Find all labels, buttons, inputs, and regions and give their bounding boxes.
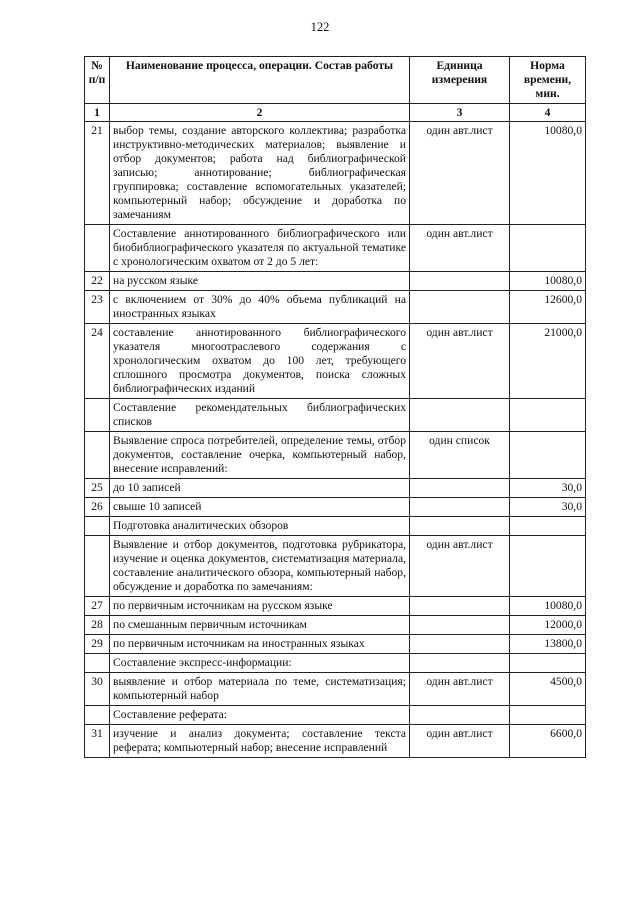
index-cell: 3 bbox=[410, 104, 510, 122]
unit-of-measure bbox=[410, 291, 510, 324]
row-number bbox=[85, 654, 110, 673]
time-norm bbox=[510, 517, 586, 536]
row-number bbox=[85, 432, 110, 479]
unit-of-measure bbox=[410, 597, 510, 616]
index-row bbox=[85, 104, 586, 122]
table-row bbox=[85, 635, 586, 654]
unit-of-measure bbox=[410, 498, 510, 517]
row-number: 22 bbox=[85, 272, 110, 291]
table-row bbox=[85, 399, 586, 432]
index-cell: 1 bbox=[85, 104, 110, 122]
operation-name: Составление реферата: bbox=[110, 706, 410, 725]
table-row bbox=[85, 706, 586, 725]
time-norm: 10080,0 bbox=[510, 272, 586, 291]
time-norm: 4500,0 bbox=[510, 673, 586, 706]
time-norm: 12600,0 bbox=[510, 291, 586, 324]
time-norm bbox=[510, 432, 586, 479]
row-number bbox=[85, 706, 110, 725]
table-row bbox=[85, 272, 586, 291]
operation-name: выбор темы, создание авторского коллектива; разработка инструктивно-методических материалов; выявление и отбор документов; работа над библиографической записью; аннотирование; библиографическая группировка; составление вспомогательных указателей; компьютерный набор; обсуждение и доработка по замечаниям bbox=[110, 122, 410, 225]
table-row bbox=[85, 498, 586, 517]
table-body bbox=[85, 122, 586, 758]
table-row bbox=[85, 324, 586, 399]
row-number: 21 bbox=[85, 122, 110, 225]
time-norm bbox=[510, 399, 586, 432]
row-number bbox=[85, 399, 110, 432]
operation-name: Составление аннотированного библиографического или биобиблиографического указателя по актуальной тематике с хронологическим охватом от 2 до 5 лет: bbox=[110, 225, 410, 272]
table-row bbox=[85, 517, 586, 536]
table-row bbox=[85, 291, 586, 324]
unit-of-measure bbox=[410, 635, 510, 654]
operation-name: по первичным источникам на иностранных языках bbox=[110, 635, 410, 654]
unit-of-measure: один авт.лист bbox=[410, 673, 510, 706]
header-name: Наименование процесса, операции. Состав работы bbox=[110, 57, 410, 104]
index-cell: 4 bbox=[510, 104, 586, 122]
page-number: 122 bbox=[310, 20, 330, 34]
unit-of-measure: один список bbox=[410, 432, 510, 479]
row-number: 29 bbox=[85, 635, 110, 654]
row-number: 28 bbox=[85, 616, 110, 635]
operation-name: на русском языке bbox=[110, 272, 410, 291]
row-number: 30 bbox=[85, 673, 110, 706]
unit-of-measure bbox=[410, 654, 510, 673]
norms-table bbox=[84, 56, 586, 758]
unit-of-measure bbox=[410, 616, 510, 635]
operation-name: свыше 10 записей bbox=[110, 498, 410, 517]
unit-of-measure: один авт.лист bbox=[410, 324, 510, 399]
operation-name: Выявление и отбор документов, подготовка рубрикатора, изучение и оценка документов, систематизация материала, составление аналитического обзора, компьютерный набор, обсуждение и доработка по замечаниям: bbox=[110, 536, 410, 597]
table-row bbox=[85, 432, 586, 479]
row-number bbox=[85, 536, 110, 597]
unit-of-measure: один авт.лист bbox=[410, 122, 510, 225]
unit-of-measure: один авт.лист bbox=[410, 536, 510, 597]
table-row bbox=[85, 597, 586, 616]
time-norm: 30,0 bbox=[510, 479, 586, 498]
row-number: 26 bbox=[85, 498, 110, 517]
time-norm bbox=[510, 536, 586, 597]
operation-name: выявление и отбор материала по теме, систематизация; компьютерный набор bbox=[110, 673, 410, 706]
unit-of-measure bbox=[410, 479, 510, 498]
time-norm: 6600,0 bbox=[510, 725, 586, 758]
index-cell: 2 bbox=[110, 104, 410, 122]
table-row bbox=[85, 479, 586, 498]
unit-of-measure bbox=[410, 706, 510, 725]
header-num: № п/п bbox=[85, 57, 110, 104]
operation-name: Составление рекомендательных библиографических списков bbox=[110, 399, 410, 432]
row-number: 23 bbox=[85, 291, 110, 324]
unit-of-measure bbox=[410, 272, 510, 291]
row-number: 31 bbox=[85, 725, 110, 758]
time-norm: 30,0 bbox=[510, 498, 586, 517]
time-norm bbox=[510, 706, 586, 725]
operation-name: до 10 записей bbox=[110, 479, 410, 498]
time-norm: 10080,0 bbox=[510, 122, 586, 225]
row-number bbox=[85, 225, 110, 272]
operation-name: составление аннотированного библиографического указателя многоотраслевого содержания с хронологическим охватом до 100 лет, требующего сплошного просмотра документов, поиска сложных библиографических изданий bbox=[110, 324, 410, 399]
table-row bbox=[85, 616, 586, 635]
row-number: 24 bbox=[85, 324, 110, 399]
operation-name: с включением от 30% до 40% объема публикаций на иностранных языках bbox=[110, 291, 410, 324]
unit-of-measure: один авт.лист bbox=[410, 225, 510, 272]
time-norm: 13800,0 bbox=[510, 635, 586, 654]
table-row bbox=[85, 725, 586, 758]
time-norm bbox=[510, 654, 586, 673]
row-number: 27 bbox=[85, 597, 110, 616]
table-row bbox=[85, 536, 586, 597]
header-row bbox=[85, 57, 586, 104]
operation-name: изучение и анализ документа; составление текста реферата; компьютерный набор; внесение исправлений bbox=[110, 725, 410, 758]
operation-name: Составление экспресс-информации: bbox=[110, 654, 410, 673]
unit-of-measure bbox=[410, 399, 510, 432]
operation-name: по первичным источникам на русском языке bbox=[110, 597, 410, 616]
time-norm: 21000,0 bbox=[510, 324, 586, 399]
table-row bbox=[85, 673, 586, 706]
operation-name: Подготовка аналитических обзоров bbox=[110, 517, 410, 536]
header-norm: Норма времени, мин. bbox=[510, 57, 586, 104]
header-unit: Единица измерения bbox=[410, 57, 510, 104]
time-norm bbox=[510, 225, 586, 272]
operation-name: по смешанным первичным источникам bbox=[110, 616, 410, 635]
unit-of-measure bbox=[410, 517, 510, 536]
table-row bbox=[85, 225, 586, 272]
table-row bbox=[85, 654, 586, 673]
operation-name: Выявление спроса потребителей, определение темы, отбор документов, составление очерка, компьютерный набор, внесение исправлений: bbox=[110, 432, 410, 479]
time-norm: 10080,0 bbox=[510, 597, 586, 616]
row-number bbox=[85, 517, 110, 536]
row-number: 25 bbox=[85, 479, 110, 498]
table-row bbox=[85, 122, 586, 225]
time-norm: 12000,0 bbox=[510, 616, 586, 635]
unit-of-measure: один авт.лист bbox=[410, 725, 510, 758]
